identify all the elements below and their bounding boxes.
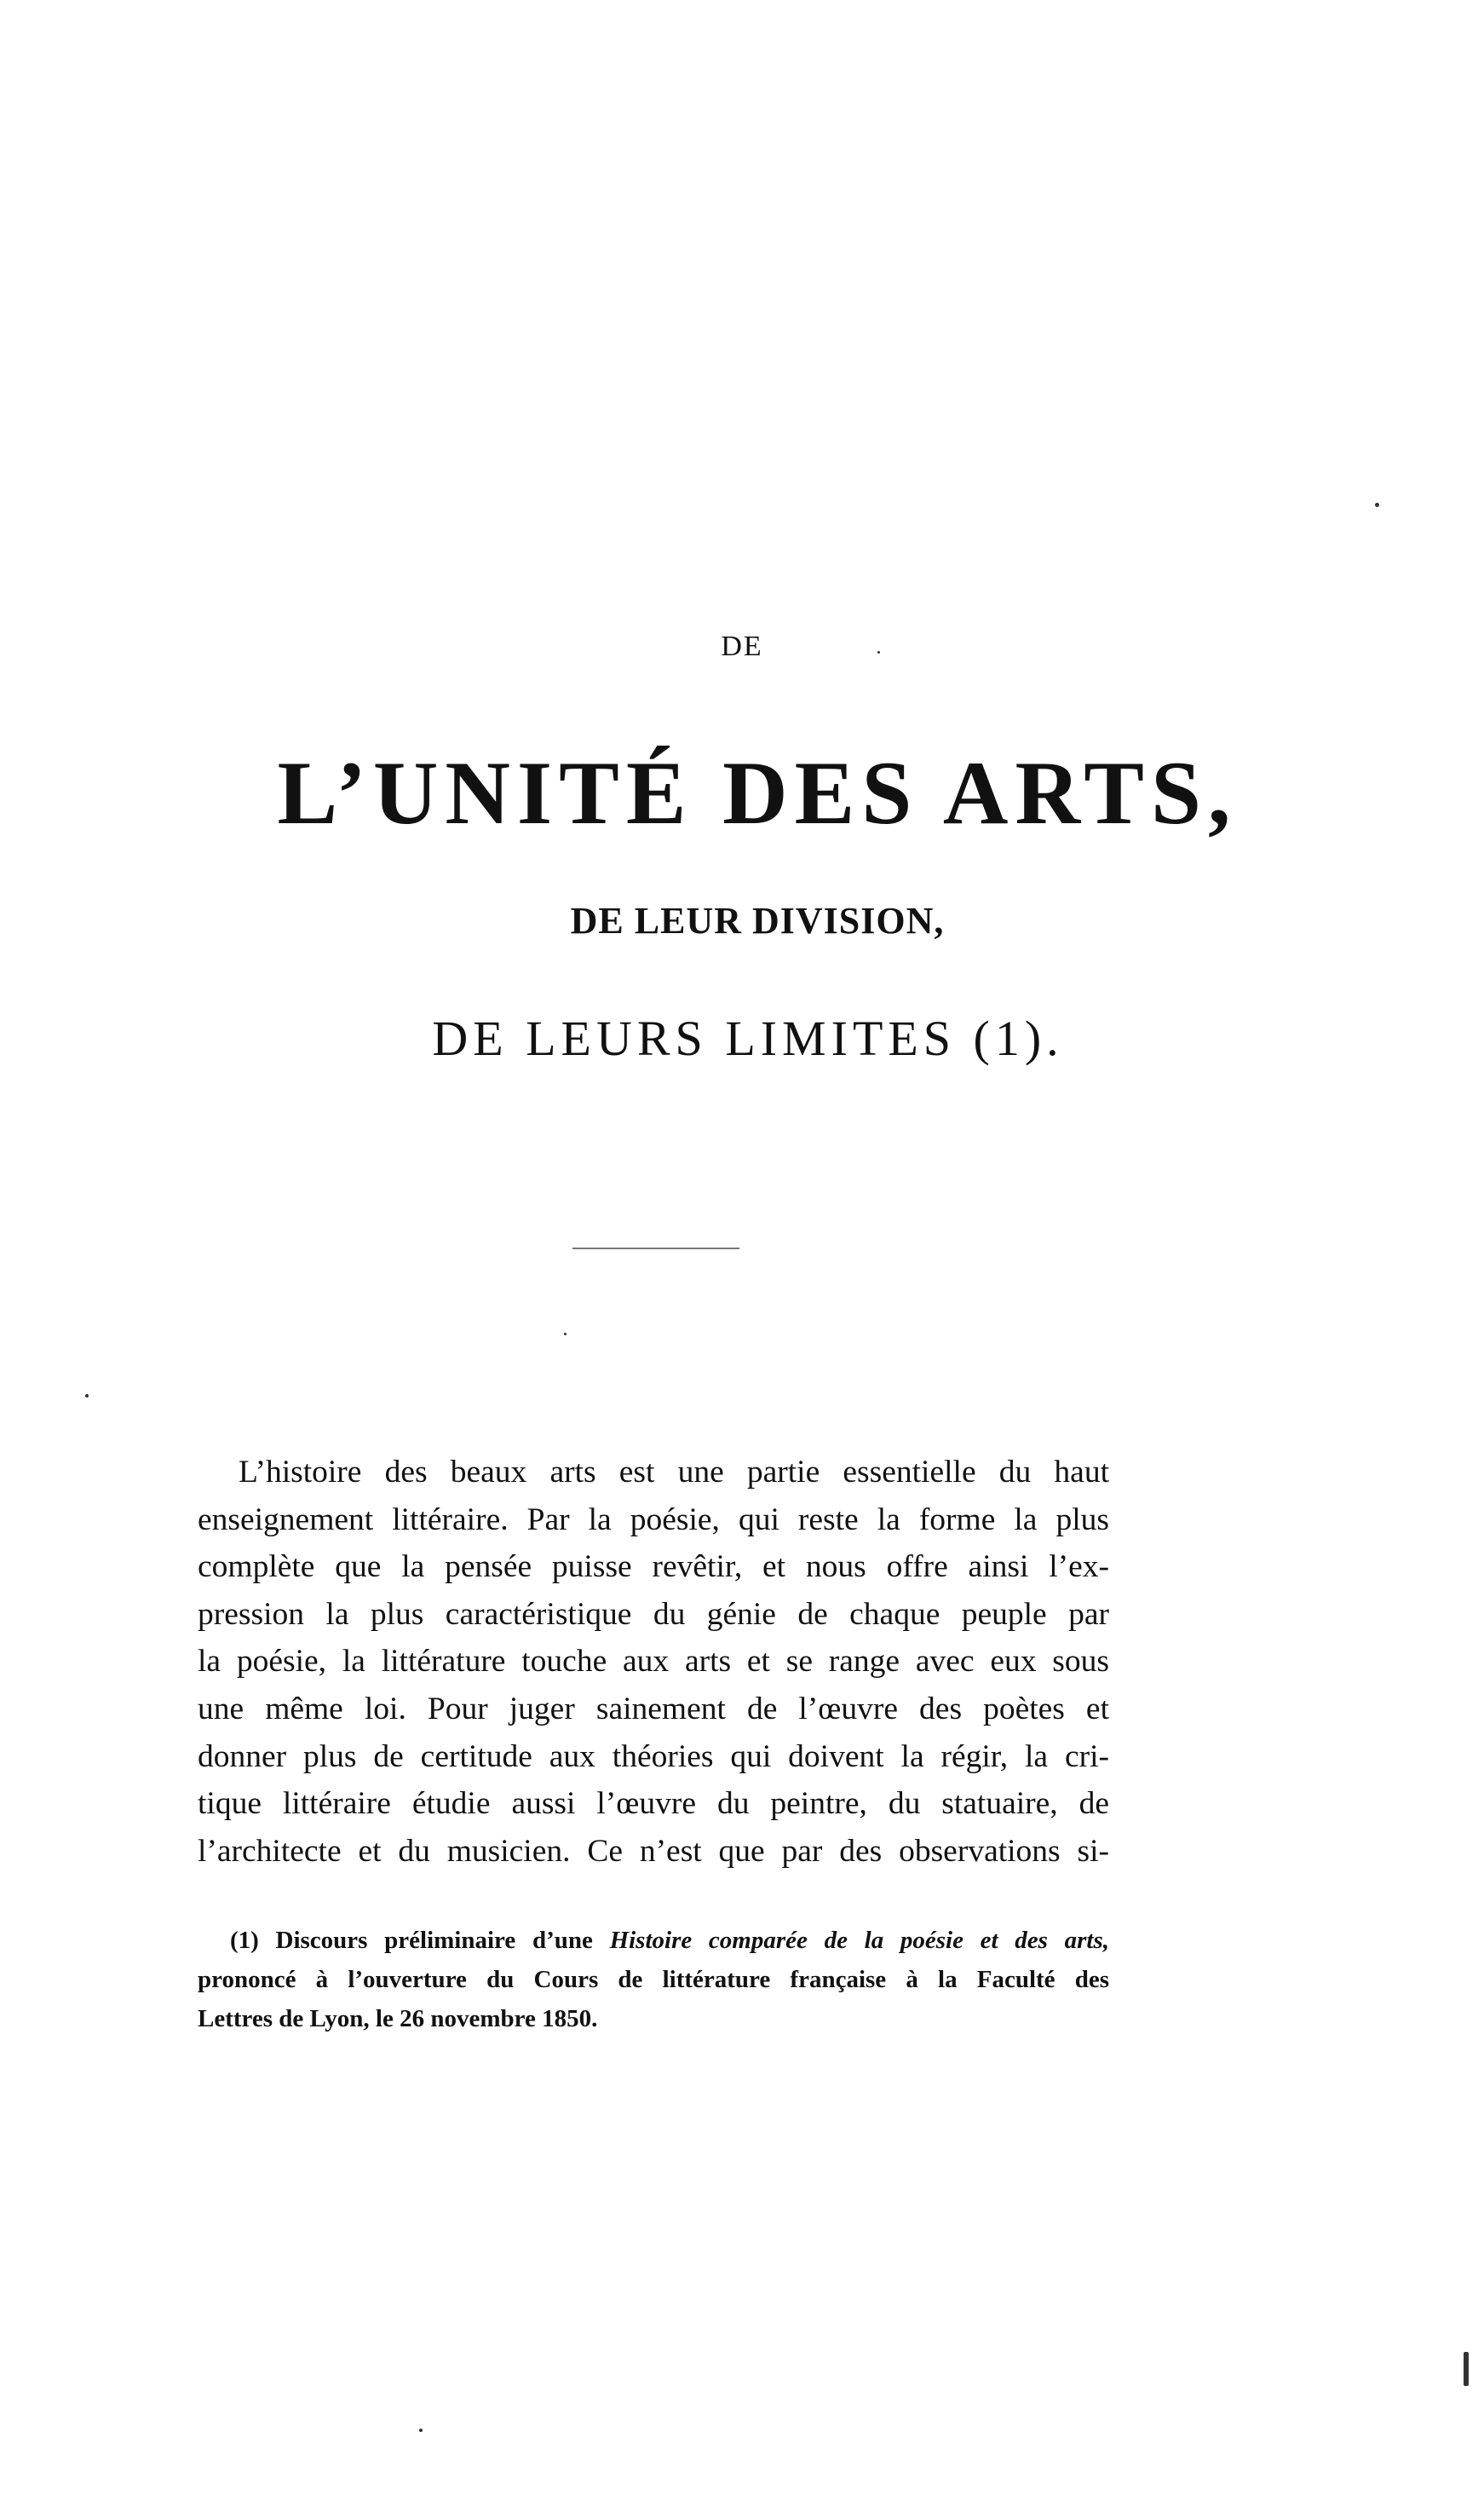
body-paragraph xyxy=(198,1449,1109,1875)
pre-title: DE xyxy=(721,631,763,662)
body-line: donner plus de certitude aux théories qui doivent la régir, la cri- xyxy=(198,1738,1109,1774)
footnote-line-1 xyxy=(198,1921,1109,1960)
section-divider-rule xyxy=(572,1248,739,1249)
main-title: L’UNITÉ DES ARTS, xyxy=(277,743,1238,843)
footnote-text: Discours préliminaire d’une xyxy=(258,1927,610,1954)
body-line: une même loi. Pour juger sainement de l’œuvre des poètes et xyxy=(198,1691,1109,1726)
footnote xyxy=(198,1921,1109,2038)
body-line: pression la plus caractéristique du génie de chaque peuple par xyxy=(198,1596,1109,1632)
footnote-line-3: Lettres de Lyon, le 26 novembre 1850. xyxy=(198,2005,598,2032)
footnote-marker: (1) xyxy=(230,1927,259,1954)
body-line: L’histoire des beaux arts est une partie essentielle du haut xyxy=(239,1455,1109,1490)
subtitle-division: DE LEUR DIVISION, xyxy=(570,900,945,942)
body-line: l’architecte et du musicien. Ce n’est que par des observations si- xyxy=(198,1833,1109,1869)
body-line: tique littéraire étudie aussi l’œuvre du peintre, du statuaire, de xyxy=(198,1786,1109,1822)
body-line: complète que la pensée puisse revêtir, et nous offre ainsi l’ex- xyxy=(198,1549,1109,1585)
scan-speck xyxy=(564,1333,567,1335)
scan-speck xyxy=(85,1394,89,1398)
scan-speck xyxy=(877,651,880,654)
scan-speck xyxy=(1464,2352,1469,2386)
scan-speck xyxy=(419,2429,423,2432)
footnote-book-title: Histoire comparée de la poésie et des arts, xyxy=(609,1927,1110,1954)
scan-speck xyxy=(1375,503,1379,507)
body-line: enseignement littéraire. Par la poésie, qui reste la forme la plus xyxy=(198,1501,1109,1537)
footnote-line-2: prononcé à l’ouverture du Cours de littérature française à la Faculté des xyxy=(198,1966,1109,1993)
body-line: la poésie, la littérature touche aux arts et se range avec eux sous xyxy=(198,1644,1109,1680)
subtitle-limits: DE LEURS LIMITES (1). xyxy=(432,1011,1064,1066)
